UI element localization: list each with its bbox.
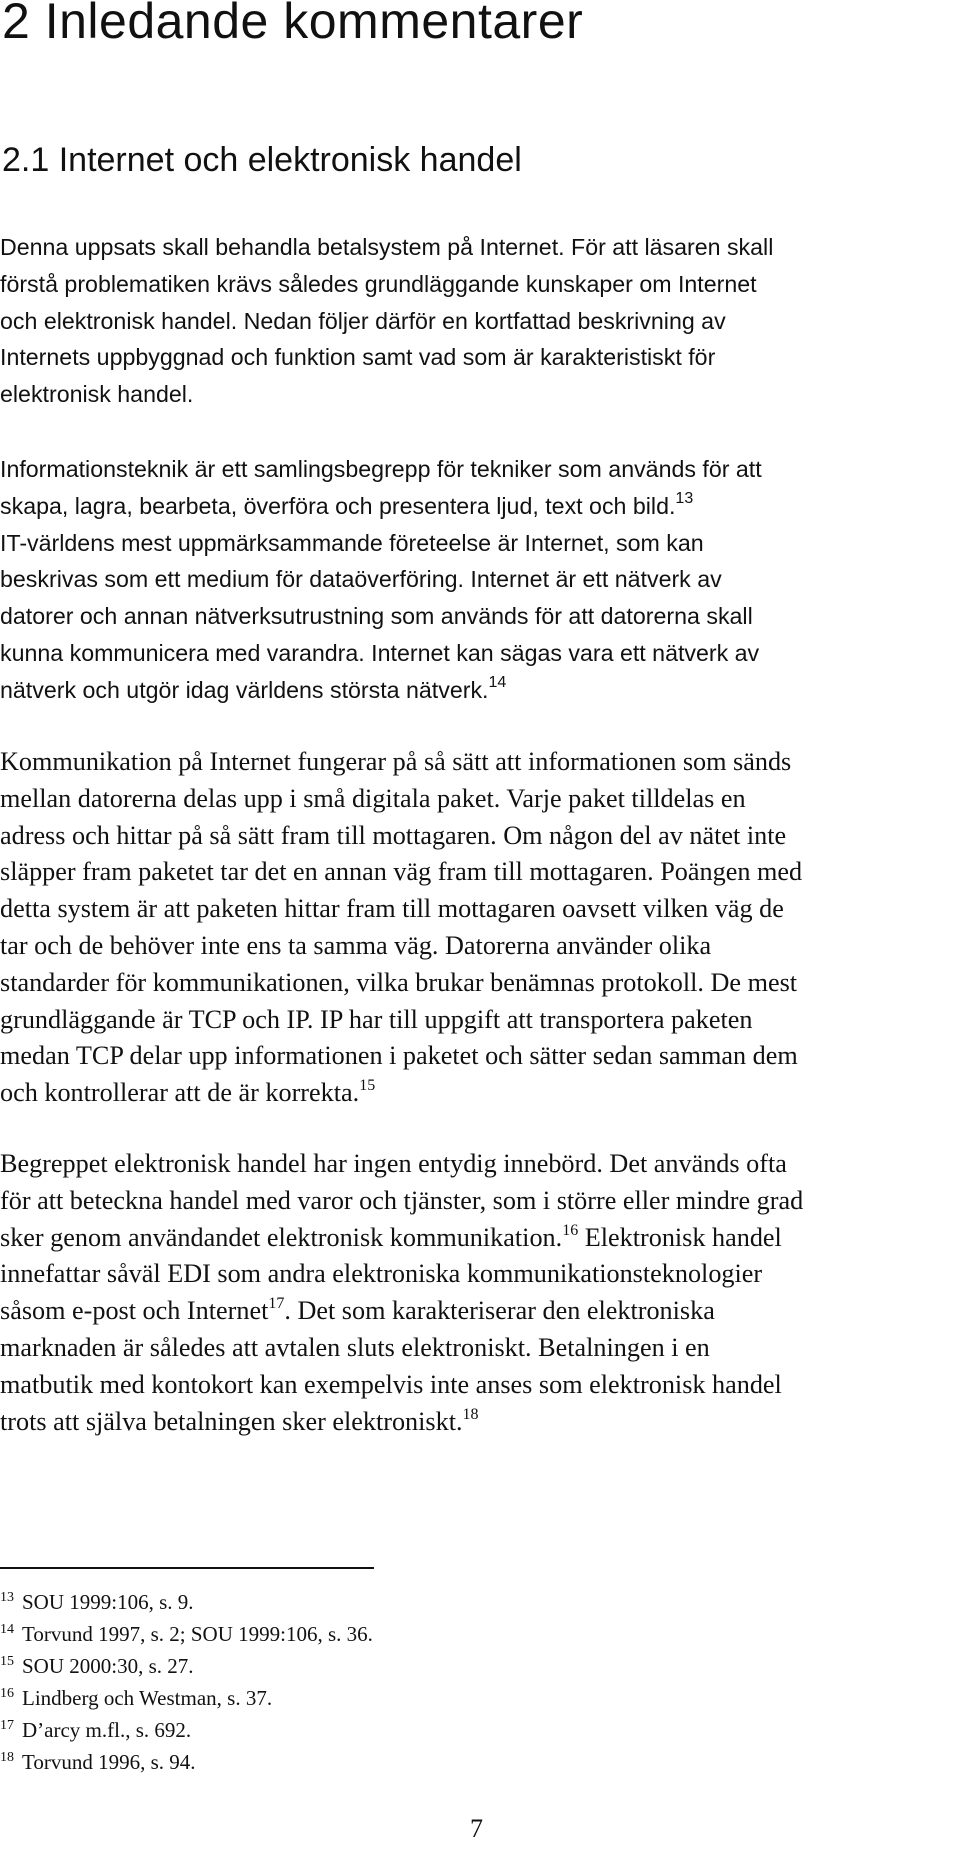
line-text: såsom e-post och Internet (0, 1296, 269, 1326)
line-text: matbutik med kontokort kan exempelvis inte anses som elektronisk handel (0, 1369, 782, 1399)
footnote-number: 17 (0, 1718, 14, 1733)
footnote-marker: 16 (562, 1221, 579, 1239)
footnote-list (0, 1586, 373, 1778)
footnote-text: D’arcy m.fl., s. 692. (22, 1718, 192, 1742)
text-line (0, 488, 762, 525)
line-text: Informationsteknik är ett samlingsbegrepp för tekniker som används för att (0, 456, 762, 482)
line-text: mellan datorerna delas upp i små digitala paket. Varje paket tilldelas en (0, 783, 746, 813)
text-line (0, 781, 802, 818)
text-line (0, 1220, 803, 1257)
footnote-marker: 17 (268, 1295, 285, 1313)
footnote-item (0, 1586, 373, 1618)
footnote-text: Torvund 1996, s. 94. (22, 1750, 196, 1774)
footnote-item (0, 1682, 373, 1714)
text-line (0, 1038, 802, 1075)
footnote-item (0, 1650, 373, 1682)
line-text: grundläggande är TCP och IP. IP har till uppgift att transportera paketen (0, 1004, 753, 1034)
text-line (0, 1075, 802, 1112)
text-line: förstå problematiken krävs således grundläggande kunskaper om Internet (0, 270, 757, 297)
text-line (0, 598, 762, 635)
line-text: tar och de behöver inte ens ta samma väg. Datorerna använder olika (0, 930, 712, 960)
text-line (0, 965, 802, 1002)
text-line (0, 1256, 803, 1293)
text-line (0, 525, 762, 562)
footnote-marker: 14 (488, 673, 507, 691)
footnote-number: 16 (0, 1686, 14, 1701)
text-line (0, 1002, 802, 1039)
footnote-divider (0, 1567, 374, 1569)
line-text: Kommunikation på Internet fungerar på så sätt att informationen som sänds (0, 747, 792, 776)
text-line (0, 1367, 803, 1404)
line-text: Begreppet elektronisk handel har ingen entydig innebörd. Det används ofta (0, 1149, 787, 1178)
footnote-number: 13 (0, 1590, 14, 1605)
footnote-text: Lindberg och Westman, s. 37. (22, 1686, 273, 1710)
line-text: adress och hittar på så sätt fram till mottagaren. Om någon del av nätet inte (0, 820, 787, 850)
line-text: kunna kommunicera med varandra. Internet kan sägas vara ett nätverk av (0, 639, 760, 666)
page-number: 7 (470, 1814, 483, 1843)
text-line (0, 1146, 803, 1183)
text-line (0, 928, 802, 965)
line-text: släpper fram paketet tar det en annan väg fram till mottagaren. Poängen med (0, 857, 803, 887)
text-line (0, 1404, 803, 1441)
text-line (0, 854, 802, 891)
text-line (0, 635, 762, 672)
text-line (0, 451, 762, 488)
line-text-continued: Elektronisk handel (578, 1222, 782, 1252)
footnote-marker: 13 (675, 489, 694, 507)
footnote-item (0, 1618, 373, 1650)
text-line (0, 1293, 803, 1330)
footnote-marker: 15 (359, 1077, 376, 1095)
text-line (0, 672, 762, 709)
footnote-text: Torvund 1997, s. 2; SOU 1999:106, s. 36. (22, 1622, 373, 1646)
text-line: Denna uppsats skall behandla betalsystem på Internet. För att läsaren skall (0, 234, 774, 260)
line-text: marknaden är således att avtalen sluts elektroniskt. Betalningen i en (0, 1332, 710, 1362)
text-line (0, 1330, 803, 1367)
line-text: sker genom användandet elektronisk kommunikation. (0, 1222, 563, 1252)
paragraph-informationsteknik (0, 451, 762, 709)
line-text: innefattar såväl EDI som andra elektroniska kommunikationsteknologier (0, 1259, 763, 1289)
footnote-text: SOU 2000:30, s. 27. (22, 1654, 194, 1678)
footnote-text: SOU 1999:106, s. 9. (22, 1590, 194, 1614)
paragraph-kommunikation (0, 744, 802, 1112)
text-line (0, 1183, 803, 1220)
paragraph-intro (0, 229, 773, 413)
footnote-number: 14 (0, 1622, 14, 1637)
line-text: skapa, lagra, bearbeta, överföra och presentera ljud, text och bild. (0, 492, 676, 519)
text-line (0, 891, 802, 928)
section-heading: 2.1 Internet och elektronisk handel (2, 141, 522, 179)
footnote-number: 18 (0, 1750, 14, 1765)
footnote-item (0, 1746, 373, 1778)
line-text: och kontrollerar att de är korrekta. (0, 1078, 360, 1108)
text-line: och elektronisk handel. Nedan följer därför en kortfattad beskrivning av (0, 307, 726, 334)
line-text: IT-världens mest uppmärksammande företeelse är Internet, som kan (0, 529, 704, 556)
footnote-marker: 18 (462, 1405, 479, 1423)
line-text-continued: . Det som karakteriserar den elektroniska (284, 1296, 715, 1326)
text-line: elektronisk handel. (0, 381, 194, 408)
line-text: trots att själva betalningen sker elektroniskt. (0, 1406, 463, 1436)
line-text: standarder för kommunikationen, vilka brukar benämnas protokoll. De mest (0, 967, 798, 997)
line-text: detta system är att paketen hittar fram till mottagaren oavsett vilken väg de (0, 894, 784, 924)
text-line (0, 818, 802, 855)
chapter-heading: 2 Inledande kommentarer (2, 0, 584, 49)
text-line: Internets uppbyggnad och funktion samt vad som är karakteristiskt för (0, 344, 716, 371)
text-line (0, 744, 802, 781)
paragraph-elektronisk-handel (0, 1146, 803, 1440)
line-text: datorer och annan nätverksutrustning som används för att datorerna skall (0, 603, 753, 630)
footnote-number: 15 (0, 1654, 14, 1669)
line-text: för att beteckna handel med varor och tjänster, som i större eller mindre grad (0, 1185, 804, 1215)
line-text: beskrivas som ett medium för dataöverföring. Internet är ett nätverk av (0, 566, 722, 593)
footnote-item (0, 1714, 373, 1746)
line-text: medan TCP delar upp informationen i paketet och sätter sedan samman dem (0, 1041, 798, 1071)
line-text: nätverk och utgör idag världens största nätverk. (0, 676, 489, 703)
text-line (0, 561, 762, 598)
